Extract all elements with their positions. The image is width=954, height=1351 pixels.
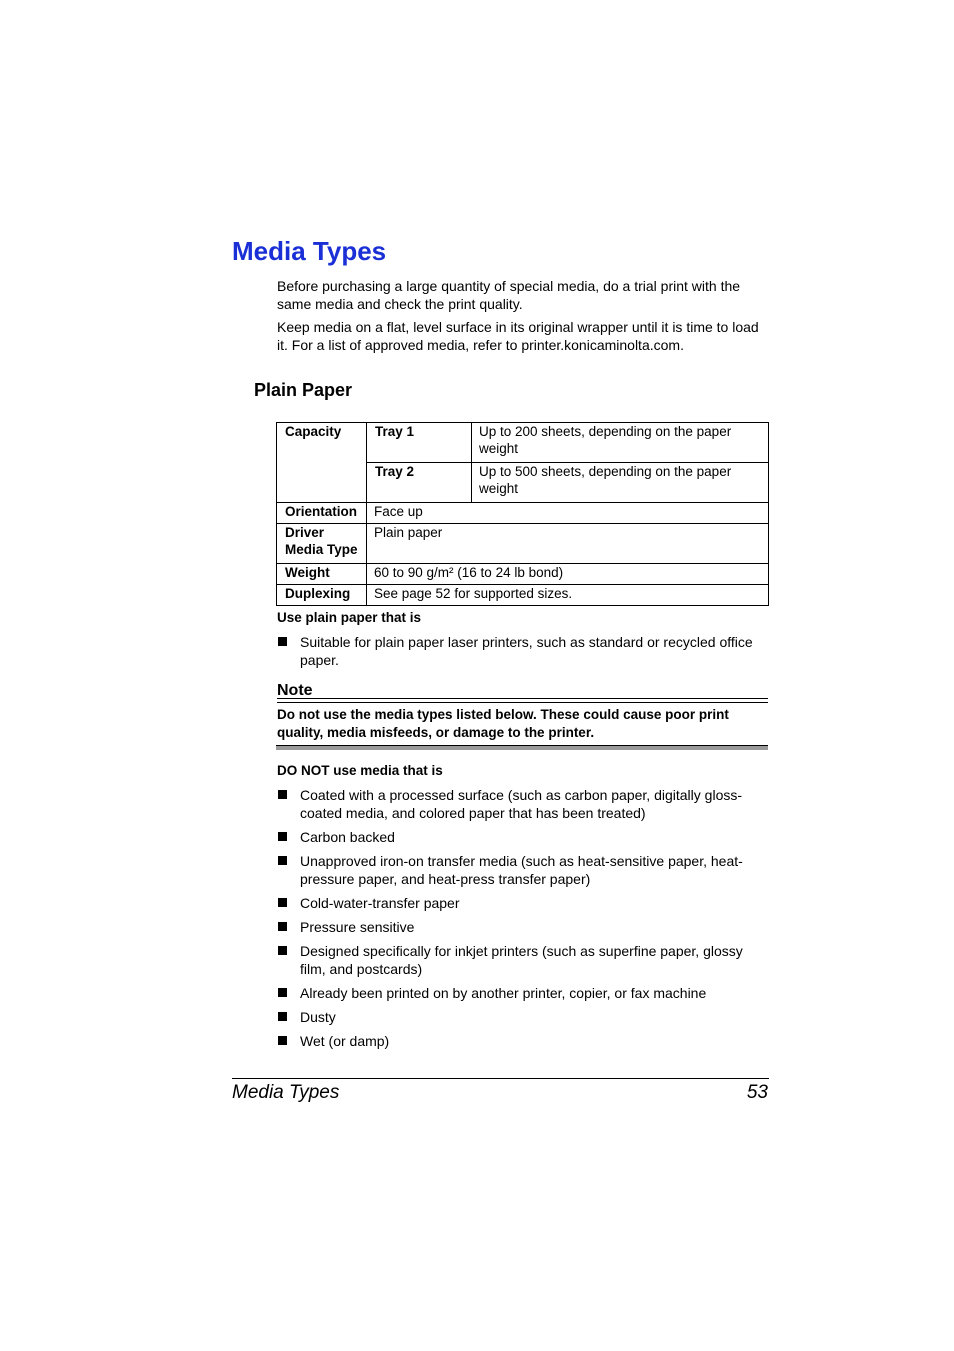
intro-paragraph-1: Before purchasing a large quantity of special media, do a trial print with the same media and check the print quality.	[277, 278, 741, 312]
list-item	[277, 786, 769, 822]
square-bullet-icon	[278, 922, 287, 931]
driver-media-type-value: Plain paper	[367, 524, 769, 564]
list-item-text: Carbon backed	[300, 829, 395, 845]
duplexing-value: See page 52 for supported sizes.	[367, 585, 769, 606]
plain-paper-spec-table	[276, 422, 769, 606]
square-bullet-icon	[278, 946, 287, 955]
use-list	[277, 633, 769, 675]
list-item-text: Designed specifically for inkjet printers (such as superfine paper, glossy film, and postcards)	[300, 943, 743, 977]
orientation-value: Face up	[367, 503, 769, 524]
list-item	[277, 828, 769, 846]
footer-section-name: Media Types	[232, 1082, 340, 1103]
list-item	[277, 633, 769, 669]
orientation-label: Orientation	[277, 503, 367, 524]
tray2-label: Tray 2	[367, 463, 472, 503]
donot-heading: DO NOT use media that is	[277, 763, 443, 778]
weight-label: Weight	[277, 564, 367, 585]
list-item	[277, 894, 769, 912]
list-item-text: Coated with a processed surface (such as carbon paper, digitally gloss-coated media, and colored paper that has been treated)	[300, 787, 743, 821]
table-row-orientation	[277, 503, 769, 524]
list-item	[277, 918, 769, 936]
square-bullet-icon	[278, 790, 287, 799]
donot-list	[277, 786, 769, 1056]
section-title: Plain Paper	[254, 380, 353, 400]
list-item-text: Already been printed on by another printer, copier, or fax machine	[300, 985, 707, 1001]
note-top-rule-inner	[277, 702, 768, 703]
duplexing-label: Duplexing	[277, 585, 367, 606]
square-bullet-icon	[278, 832, 287, 841]
table-row-driver-media-type	[277, 524, 769, 564]
table-row-duplexing	[277, 585, 769, 606]
footer-rule	[232, 1078, 769, 1079]
driver-media-type-label	[277, 524, 367, 564]
list-item-text: Wet (or damp)	[300, 1033, 390, 1049]
list-item-text: Dusty	[300, 1009, 336, 1025]
note-label: Note	[277, 682, 313, 699]
page-title: Media Types	[232, 236, 387, 266]
square-bullet-icon	[278, 856, 287, 865]
list-item-text: Unapproved iron-on transfer media (such as heat-sensitive paper, heat-pressure paper, and heat-press transfer paper)	[300, 853, 743, 887]
square-bullet-icon	[278, 1012, 287, 1021]
table-row-capacity-tray1	[277, 423, 769, 463]
list-item-text: Suitable for plain paper laser printers, such as standard or recycled office paper.	[300, 634, 753, 668]
square-bullet-icon	[278, 988, 287, 997]
square-bullet-icon	[278, 898, 287, 907]
tray1-value: Up to 200 sheets, depending on the paper weight	[472, 423, 769, 463]
weight-value: 60 to 90 g/m² (16 to 24 lb bond)	[367, 564, 769, 585]
list-item	[277, 1008, 769, 1026]
tray2-value: Up to 500 sheets, depending on the paper weight	[472, 463, 769, 503]
driver-label-line1: Driver	[285, 525, 325, 540]
list-item	[277, 1032, 769, 1050]
use-heading: Use plain paper that is	[277, 610, 422, 625]
square-bullet-icon	[278, 637, 287, 646]
list-item	[277, 984, 769, 1002]
note-bottom-rule	[276, 745, 768, 750]
footer-page-number: 53	[746, 1082, 768, 1103]
tray1-label: Tray 1	[367, 423, 472, 463]
square-bullet-icon	[278, 1036, 287, 1045]
list-item-text: Cold-water-transfer paper	[300, 895, 460, 911]
driver-label-line2: Media Type	[285, 542, 358, 557]
note-top-rule	[277, 698, 768, 699]
list-item	[277, 852, 769, 888]
capacity-label: Capacity	[277, 423, 367, 503]
table-row-weight	[277, 564, 769, 585]
note-text: Do not use the media types listed below. These could cause poor print quality, media misfeeds, or damage to the printer.	[277, 707, 729, 740]
list-item-text: Pressure sensitive	[300, 919, 415, 935]
intro-paragraph-2: Keep media on a flat, level surface in its original wrapper until it is time to load it. For a list of approved media, refer to printer.konicaminolta.com.	[277, 319, 759, 353]
list-item	[277, 942, 769, 978]
